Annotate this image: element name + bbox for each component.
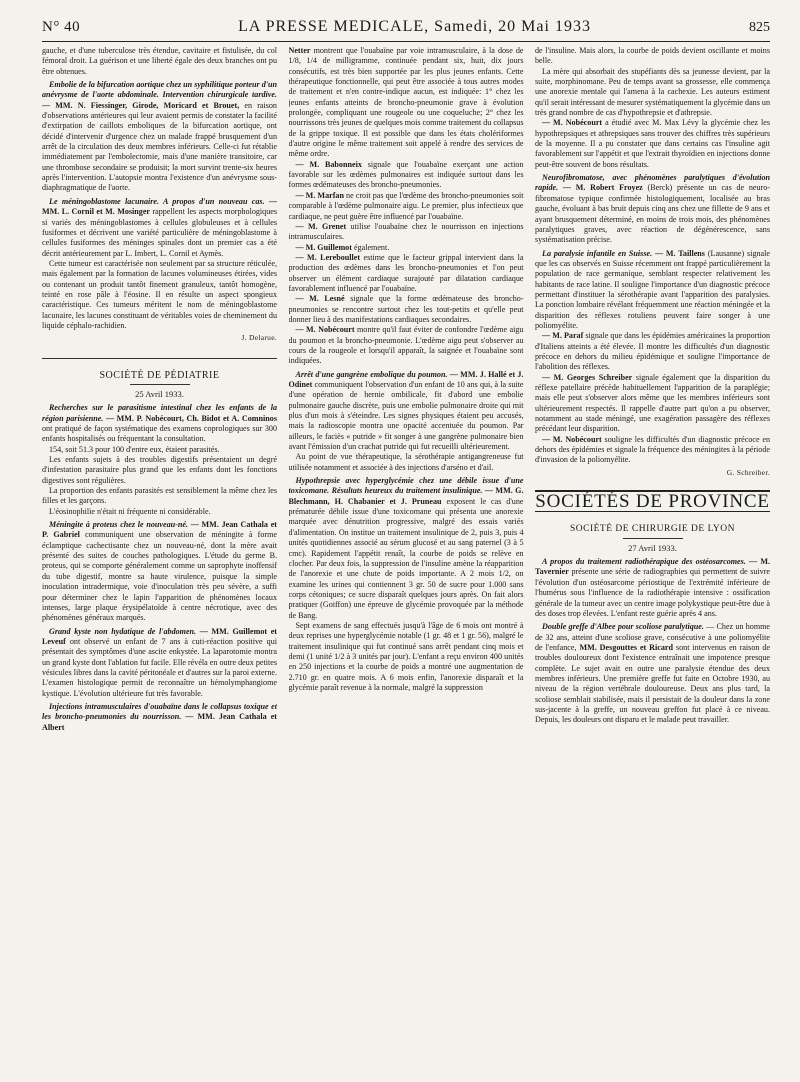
discussant: — M. Marfan [295,190,344,200]
article-title: Hypothrepsie avec hyperglycémie chez une débile issue d'une toxicomane. Résultats heureux du traitement insulinique. [288,476,524,496]
article-embolie [42,80,277,194]
column-1 [42,46,277,1071]
article-text: (Lausanne) signale que les cas observés en Suisse récemment ont frappé particulièrement la population de race germanique, semblant respecter relativement les habitants de race latine. Il souligne l'importance d'un diagnostic précoce permettant d'instituer la sérothérapie avant l'apparition des paralysies. La ponction lombaire révélant fréquemment une réaction méningée et la disparition des réflexes rotuliens peuvent faire songer à une poliomyélite. [535,248,770,330]
article-authors: — MM. Guillemot et Leveuf [42,626,277,646]
discussant: — M. Nobécourt [542,118,603,128]
article-text: — Chez un homme de 32 ans, atteint d'une scoliose grave, consécutive à une poliomyélite de l'enfance, [535,622,770,652]
article-title: A propos du traitement radiothérapique des ostéosarcomes. [542,557,746,567]
discussion-text: estime que le facteur grippal intervient dans la production des œdèmes dans les broncho-pneumonies et l'on peut observer un élément cardiaque surajouté par dilatation cardiaque favorablement influencé par l'ouabaïne. [288,252,524,293]
section-date: 25 Avril 1933. [135,388,184,399]
paragraph: Sept examens de sang effectués jusqu'à l'âge de 6 mois ont montré à deux reprises une hyperglycémie notable (1 gr. 48 et 1 gr. 56), malgré le traitement insulinique qui fut continué sans arrêt pendant cinq mois et demi (1 unité 1/2 à 3 unités par jour). L'enfant a reçu environ 400 unités en 250 injections et la courbe de poids a montré une augmentation de 2.710 gr. en quatre mois. A 6 mois enfin, l'anorexie disparaît et la glycémie paraît revenue à la normale, malgré la suppression [288,620,524,692]
divider [623,538,683,539]
article-authors: MM. Desgouttes et Ricard [579,642,674,652]
column-3 [535,46,770,1071]
article-title: Injections intramusculaires d'ouabaïne dans le collapsus toxique et les broncho-pneumonies du nourrisson. [42,701,277,722]
discussion-text: a étudié avec M. Max Lévy la glycémie chez les hypothrepsiques et athrepsiques sans trouver des chiffres très supérieurs de la moyenne. Il a pu constater que dans certains cas l'insuline agit favorablement sur l'appétit et que l'extrait thyroïdien en injections donne peut-être souvent de bons résultats. [535,118,770,169]
discussion-nobecourt [289,325,524,366]
journal-title-date: LA PRESSE MEDICALE, Samedi, 20 Mai 1933 [238,18,591,35]
article-text: ont pratiqué de façon systématique des examens coprologiques sur 300 enfants hospitalisés ou fréquentant la consultation. [42,424,277,444]
article-authors: — MM. J. Hallé et J. Odinet [288,369,524,389]
discussion-lesne [289,294,524,325]
article-title: Neurofibromatose, avec phénomènes paralytiques d'évolution rapide. [535,173,770,193]
article-authors: — M. Tavernier [535,557,770,577]
article-authors: Netter [288,46,311,55]
article-text: en raison d'observations antérieures qui leur avaient permis de constater la facilité d'extirpation de caillots emboliques de la bifurcation aortique, ont décidé d'intervenir d'urgence chez un malade frappé brusquement d'un arrêt de la circulation des deux membres inférieurs. Celle-ci fut rétablie immédiatement par l'embolectomie, mais d'une manière transitoire, car une thrombose secondaire se produisit; la mort survint trente-six heures après l'intervention. L'autopsie montra l'existence d'un anévrysme sous-diaphragmatique de l'aorte. [42,100,277,193]
article-text: exposent le cas d'une prématurée débile issue d'une toxicomane qui présenta une anorexie marquée avec dénutrition progressive, malgré des essais variés d'alimentation. On institue un traitement insulinique de 2, puis 3, puis 4 unités quotidiennes associé au sérum glucosé et au sang paternel (3 à 5 cmc). Rapidement l'appétit renaît, la courbe de poids se relève en clocher. Par deux fois, la suppression de l'insuline amène la réapparition de l'anorexie et une chute de poids importante. A 2 mois 1/2, on examine les urines qui contiennent 3 gr. 50 de sucre pour 1.000 sans corps cétoniques; ce sucre disparaît quelques jours après. On fait alors pratiquer (Goiffon) une épreuve de glycémie provoquée par la méthode de Bang. [288,496,524,620]
article-text: (Berck) présente un cas de neuro-fibromatose typique confirmée histologiquement, localisée au bras gauche, évoluant à bas bruit depuis cinq ans chez une fillette de 9 ans et ayant brusquement déterminé, en moins de trois mois, des phénomènes paralytiques graves, avec réaction de dégénérescence, sans systématisation précise. [535,183,770,245]
discussant: — M. Nobécourt [542,434,602,444]
discussant: — M. Nobécourt [295,325,355,335]
article-kyste [42,627,277,699]
signature: G. Schreiber. [726,467,770,477]
article-title: Embolie de la bifurcation aortique chez un syphilitique porteur d'un anévrysme de l'aorte abdominale. Intervention chirurgicale tardive. [42,80,277,100]
article-title: Le méningoblastome lacunaire. A propos d'un nouveau cas. [49,196,265,206]
columns [42,46,770,1071]
discussant: — M. Grenet [295,221,347,231]
running-header [42,18,770,42]
article-title: Double greffe d'Albee pour scoliose paralytique. [542,622,704,632]
article-title: La paralysie infantile en Suisse. [542,248,653,258]
discussion-text: également. [353,242,390,252]
article-text: présente une série de radiographies qui permettent de suivre l'évolution d'un ostéosarcome périostique de l'extrémité inférieure de l'humérus sous l'influence de la radiothérapie intensive : ossification générale de la tumeur avec un centre image polykystique peut-être due à des doses trop élevées. L'enfant reste guérie après 4 ans. [535,567,770,618]
section-heading-large: SOCIÉTÉS DE PROVINCE [535,491,770,513]
signature: J. Delarue. [241,333,277,343]
discussion-guillemot [289,243,524,253]
article-hypothrepsie [289,476,524,621]
discussion-schreiber [535,373,770,435]
discussion-text: montre qu'il faut éviter de confondre l'œdème aigu du poumon et la broncho-pneumonie. L'œdème aigu peut s'observer au cours de la rougeole et lorsqu'il apparaît, la saignée et l'ouabaïne sont indiquées. [288,325,524,366]
discussant: — M. Georges Schreiber [542,372,633,382]
article-title: Recherches sur le parasitisme intestinal chez les enfants de la région parisienne. [42,403,277,423]
subsection-heading: SOCIÉTÉ DE CHIRURGIE DE LYON [569,524,736,535]
article-text: sont intervenus en raison de troubles douloureux dont l'existence entraînait une impotence presque complète. Le sujet avait en outre une paralysie étendue des deux membres inférieurs. Une première greffe fut faite en Octobre 1930, au niveau de la région vertébrale douloureuse. Deux ans plus tard, la scoliose semblait stabilisée, mais il persistait de la douleur dans la zone sus-jacente à la greffe, un nouveau greffon fut placé à ce niveau. Depuis, les douleurs ont disparu et le malade peut travailler. [535,642,770,725]
article-title: Méningite à proteus chez le nouveau-né. [49,520,188,530]
article-authors: — MM. G. Blechmann, H. Chabanier et J. Pruneau [288,486,524,506]
discussion-paraf [535,331,770,372]
article-title: Grand kyste non hydatique de l'abdomen. [49,626,197,636]
article-meningoblastome [42,197,277,259]
article-text: communiquent une observation de méningite à forme éclamptique cachectisante chez un nouveau-né, dont la mère avait présenté des suites de couches pathologiques. L'étude du germe B. proteus, qui se comporte généralement comme un saprophyte inoffensif du tube digestif, montre sa haute virulence, puisque la simple inoculation intradermique, voie d'inoculation très peu sévère, a suffi pour déterminer chez le lapin l'apparition de phénomènes locaux intenses, large plaque érysipélatoïde à centre nécrotique, avec des phénomènes généraux marqués. [42,530,277,623]
discussion-text: souligne les difficultés d'un diagnostic précoce en dehors des épidémies et signale la fréquence des méningites à la période d'invasion de la poliomyélite. [535,434,770,465]
article-meningite [42,520,277,623]
article-authors: — MM. N. Fiessinger, Girode, Moricard et Brouet, [42,100,240,110]
paragraph: de l'insuline. Mais alors, la courbe de poids devient oscillante et moins belle. [535,46,770,66]
paragraph: L'éosinophilie n'était ni fréquente ni considérable. [49,506,211,516]
article-authors: — M. Taillens [654,248,705,258]
article-authors: — MM. L. Cornil et M. Mosinger [42,196,277,217]
paragraph: La mère qui absorbait des stupéfiants dès sa jeunesse devient, par la suite, morphinomane. Peu de temps avant sa grossesse, elle commença une anorexie mentale qui l'amena à la cachexie. Les auteurs estiment qu'il serait intéressant de mesurer systématiquement la glycémie dans un très grand nombre de cas d'hypothrepsie et d'athrepsie. [535,66,770,118]
discussant: — M. Lereboullet [295,252,361,262]
divider [130,384,190,385]
discussion-nobecourt [535,118,770,170]
section-date: 27 Avril 1933. [628,542,677,553]
page-number: 825 [749,20,770,35]
article-authors: — M. Robert Froyez [562,183,643,193]
paragraph: La proportion des enfants parasités est sensiblement la même chez les filles et les garçons. [42,486,277,506]
article-title: Arrêt d'une gangrène embolique du poumon. [295,369,448,379]
discussant: — M. Lesné [295,294,345,304]
discussion-marfan [289,191,524,222]
paragraph: Les enfants sujets à des troubles digestifs présentaient un degré d'infestation parasitaire plus grand que les enfants dont les fonctions digestives sont régulières. [42,455,277,485]
discussion-text: signale que la forme œdémateuse des broncho-pneumonies se rencontre surtout chez les tout-petits et qu'elle peut donner lieu à des manifestations cardiaques secondaires. [288,294,524,324]
article-authors: — MM. Jean Cathala et P. Gabriel [42,520,277,540]
article-text: montrent que l'ouabaïne par voie intramusculaire, à la dose de 1/8, 1/4 de milligramme, continuée pendant six, huit, dix jours consécutifs, est très bien supportée par les plus jeunes enfants. Cette thérapeutique fonctionnelle, qui peut être associée à tous autres modes de traitement et n'en contre-indique aucun, est indiquée: 1° chez les jeunes enfants atteints de broncho-pneumonie grave à évolution prolongée, compliquant une rougeole ou une coqueluche; 2° chez les nourrissons très jeunes de quelques mois comme traitement du collapsus de la grippe toxique. Il est possible que dans les états cholériformes d'autre origine le même traitement soit appelé à rendre des services de même ordre. [288,46,524,159]
journal-title: LA PRESSE MEDICALE [238,18,425,35]
article-neurofibromatose [535,173,770,245]
section-heading: SOCIÉTÉ DE PÉDIATRIE [42,358,277,381]
article-ouabaine [42,702,277,733]
article-authors: — MM. P. Nobécourt, Ch. Bidot et A. Comninos [105,413,277,423]
article-text: ont observé un enfant de 7 ans à cuti-réaction positive qui présentait des symptômes d'une ascite enkystée. La laparotomie montra un grand kyste dont l'ablation fut facile. Elle révéla en outre deux petites vésicules libres dans la cavité péritonéale et d'autres sur la paroi externe. L'examen histologique permit de reconnaître un hémolymphangiome kystique. L'évolution ultérieure fut très favorable. [42,636,277,698]
discussant: — M. Paraf [542,331,584,341]
discussion-grenet [289,222,524,243]
discussion-lereboullet [289,253,524,294]
discussant: — M. Guillemot [295,242,352,252]
discussant: — M. Babonneix [295,159,362,169]
discussion-text: ne croit pas que l'œdème des broncho-pneumonies soit comparable à l'œdème pulmonaire aigu. Le premier, plus infectieux que cardiaque, ne peut guère être influencé par l'ouabaïne. [288,190,524,221]
discussion-nobecourt-2 [535,435,770,466]
article-greffe [535,622,770,725]
article-paralysie [535,249,770,332]
paragraph: gauche, et d'une tuberculose très étendue, cavitaire et fistulisée, du col fémoral droit. La guérison et une liberté égale des deux branches ont pu être obtenues. [42,46,277,76]
paragraph: Au point de vue thérapeutique, la sérothérapie antigangreneuse fut utilisée notamment et associée à des injections d'arséno et d'ail. [288,452,524,472]
article-text: rappellent les aspects morphologiques si variés des méningoblastomes à cellules globuleuses et à cellules fusiformes et décrivent une variété particulière de méningoblastome à cellules fusiformes des méninges spinales dont un premier cas a été décrit antérieurement par L. Imbert, L. Cornil et Aymès. [42,207,277,258]
discussion-text: signale également que la disparition du réflexe patellaire précède habituellement l'apparition de la paraplégie; mais elle peut s'observer alors même que les membres inférieurs sont ultérieurement respectés. Il rappelle d'autre part qu'on a pu observer, notamment au stade méningé, une exagération passagère des réflexes précédant leur disparition. [535,372,770,434]
article-authors: — MM. Jean Cathala et Albert [42,712,277,732]
paragraph: Cette tumeur est caractérisée non seulement par sa structure réticulée, mais également par la formation de lacunes volumineuses étirées, vides ou contenant un produit tantôt finement granuleux, tantôt homogène, teinté en rose pâle à l'éosine. Il en résulte un aspect spongieux caractéristique. Ces tumeurs méritent le nom de méningoblastome lacunaire, les lacunes constituant de véritables voies de cheminement du liquide céphalo-rachidien. [42,258,277,330]
paragraph [289,46,524,160]
article-parasitisme [42,403,277,444]
discussion-text: signale que l'ouabaïne exerçant une action favorable sur les œdèmes pulmonaires est indiquée surtout dans les formes œdémateuses des broncho-pneumonies. [288,159,524,190]
discussion-text: signale que dans les épidémies américaines la proportion d'Italiens atteints a été élevée. Il montre les difficultés d'un diagnostic précoce en dehors du milieu épidémique et souligne l'importance de l'abolition des réflexes. [535,331,770,372]
column-2 [289,46,524,1071]
article-osteosarcomes [535,557,770,619]
paragraph: 154, soit 51.3 pour 100 d'entre eux, étaient parasités. [49,444,220,454]
issue-number: N° 40 [42,19,81,35]
article-gangrene [289,370,524,453]
issue-date: Samedi, 20 Mai 1933 [434,18,591,35]
discussion-babonneix [289,160,524,191]
article-text: communiquent l'observation d'un enfant de 10 ans qui, à la suite d'une opération de hernie ombilicale, fit d'abord une embolie pulmonaire gauche discrète, puis une embolie pulmonaire droite qui mit plus d'un mois à s'éteindre. Les signes physiques étaient peu accusés, mais la radioscopie montra une opacité accentuée du poumon. Par ailleurs, le faciès « putride » fit songer à une gangrène pulmonaire bien avant l'émission d'un crachat putride qui fut recueilli ultérieurement. [288,380,524,452]
discussion-text: utilise l'ouabaïne chez le nourrisson en injections intramusculaires. [288,221,524,242]
